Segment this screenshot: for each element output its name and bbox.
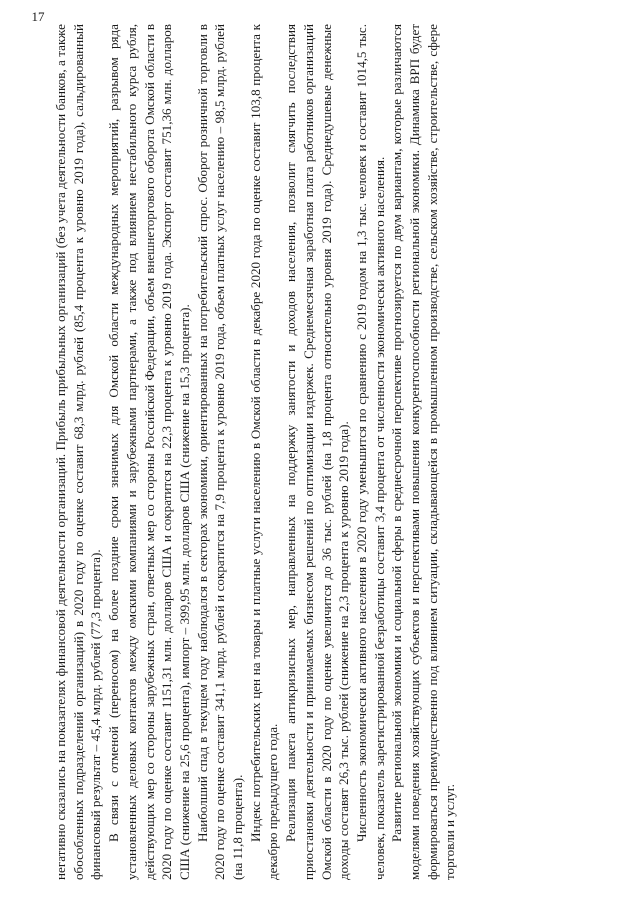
paragraph-labor-force: Численность экономически активного населения в 2020 году уменьшится по сравнению с 2019 годом на 1,3 тыс. человек и составит 1014,5 тыс. человек, показатель зарегистрированной безработицы составит 3,4 процента от численности экономически активного населения. xyxy=(353,24,387,880)
paragraph-regional-development: Развитие региональной экономики и социальной сферы в среднесрочной перспективе прогнозируется по двум вариантам, которые различаются моделями поведения хозяйствующих субъектов и перспективами повышения конкурентоспособности региональной экономики. Динамика ВРП будет формироваться преимущественно под влиянием ситуации, складывающейся в промышленном производстве, сельском хозяйстве, строительстве, сфере торговли и услуг. xyxy=(389,24,458,880)
page-number: 17 xyxy=(31,9,45,24)
rotated-page-content xyxy=(50,24,585,880)
paragraph-anti-crisis-measures: Реализация пакета антикризисных мер, направленных на поддержку занятости и доходов населения, позволит смягчить последствия приостановки деятельности и принимаемых бизнесом решений по оптимизации издержек. Среднемесячная заработная плата работников организаций Омской области в 2020 году по оценке увеличится до 36 тыс. рублей (на 1,8 процента относительно уровня 2019 года). Среднедушевые денежные доходы составят 26,3 тыс. рублей (снижение на 2,3 процента к уровню 2019 года). xyxy=(283,24,352,880)
paragraph-price-index: Индекс потребительских цен на товары и платные услуги населению в Омской области в декабре 2020 года по оценке составит 103,8 процента к декабрю предыдущего года. xyxy=(247,24,281,880)
paragraph-foreign-trade: В связи с отменой (переносом) на более поздние сроки значимых для Омской области международных мероприятий, разрывом ряда установленных деловых контактов между омскими компаниями и зарубежными партнерами, а также под влиянием нестабильного курса рубля, действующих мер со стороны зарубежных стран, ответных мер со стороны Российской Федерации, объем внешнеторгового оборота Омской области в 2020 году по оценке составит 1151,31 млн. долларов США и сократится на 22,3 процента к уровню 2019 года. Экспорт составит 751,36 млн. долларов США (снижение на 25,6 процента), импорт – 399,95 млн. долларов США (снижение на 15,3 процента). xyxy=(106,24,192,880)
paragraph-consumer-demand: Наиболший спад в текущем году наблюдался в секторах экономики, ориентированных на потребительский спрос. Оборот розничной торговли в 2020 году по оценке составит 341,1 млрд. рублей и сократится на 7,9 процента к уровню 2019 года, объем платных услуг населению – 98,5 млрд. рублей (на 11,8 процента). xyxy=(194,24,246,880)
paragraph-financial-results: негативно сказались на показателях финансовой деятельности организаций. Прибыль прибыльных организаций (без учета деятельности банков, а также обособленных подразделений организаций) в 2020 году по оценке составит 68,3 млрд. рублей (85,4 процента к уровню 2019 года), сальдированный финансовый результат – 45,4 млрд. рублей (77,3 процента). xyxy=(53,24,104,880)
text-block xyxy=(50,24,585,880)
